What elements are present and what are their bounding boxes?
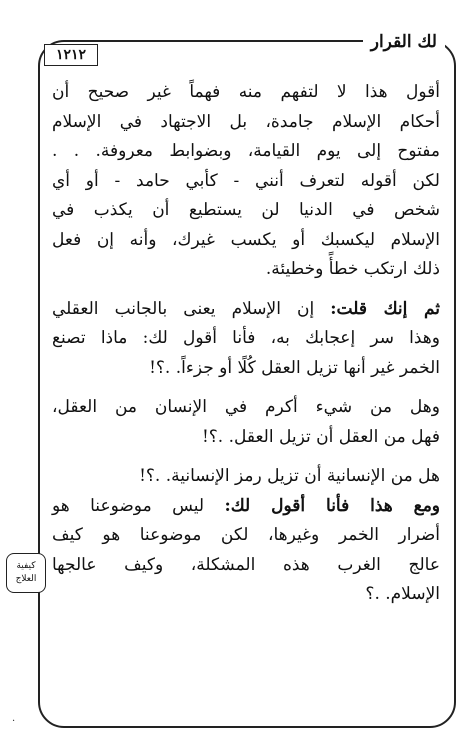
- text-line: أقول هذا لا لتفهم منه فهماً غير صحيح أن: [52, 82, 440, 102]
- text-line: عالج الغرب هذه المشكلة، وكيف عالجها: [52, 554, 440, 575]
- text-line: الإسلام. .؟: [365, 584, 440, 604]
- paragraph-4: [52, 462, 440, 492]
- text-line: شخص في الدنيا لن يستطيع أن يكذب في: [52, 200, 440, 220]
- text-run: إن الإسلام يعنى بالجانب العقلي: [52, 298, 331, 319]
- text-line: [52, 492, 440, 522]
- text-line: وهل من شيء أكرم في الإنسان من العقل،: [52, 397, 440, 417]
- text-line: لكن أقوله لتعرف أنني - كأبي حامد - أو أي: [52, 170, 440, 191]
- text-line: [52, 295, 440, 325]
- text-line: ذلك ارتكب خطأً وخطيئة.: [265, 259, 440, 279]
- text-line: فهل من العقل أن تزيل العقل. .؟!: [201, 426, 440, 447]
- page-number: ١٢١٢: [55, 47, 87, 63]
- text-line: أضرار الخمر وغيرها، لكن موضوعنا هو كيف: [52, 525, 440, 545]
- running-header-title: لك القرار: [363, 34, 445, 50]
- text-run: ليس موضوعنا هو: [52, 495, 225, 516]
- margin-note: [6, 553, 46, 593]
- paragraph-1: [52, 78, 440, 285]
- text-line: الإسلام ليكسبك أو يكسب غيرك، وأنه إن فعل: [52, 229, 440, 250]
- paragraph-lead: ومع هذا فأنا أقول لك:: [224, 495, 441, 516]
- paragraph-lead: ثم إنك قلت:: [330, 298, 440, 319]
- page-number-box: [44, 44, 98, 66]
- paragraph-2: [52, 295, 440, 384]
- text-line: الخمر غير أنها تزيل العقل كُلًا أو جزءاً. .؟!: [149, 357, 440, 378]
- paragraph-5: [52, 492, 440, 610]
- body-text: [52, 78, 440, 610]
- text-line: هل من الإنسانية أن تزيل رمز الإنسانية. .؟!: [139, 466, 440, 486]
- corner-mark: ·: [12, 716, 16, 727]
- text-line: أحكام الإسلام جامدة، بل الاجتهاد في الإسلام: [52, 111, 440, 132]
- margin-note-line-2: العلاج: [15, 574, 37, 584]
- text-line: مفتوح إلى يوم القيامة، وبضوابط معروفة. . .: [52, 141, 440, 161]
- paragraph-3: [52, 393, 440, 452]
- margin-note-line-1: كيفية: [16, 561, 36, 571]
- text-line: وهذا سر إعجابك به، فأنا أقول لك: ماذا تصنع: [52, 328, 440, 348]
